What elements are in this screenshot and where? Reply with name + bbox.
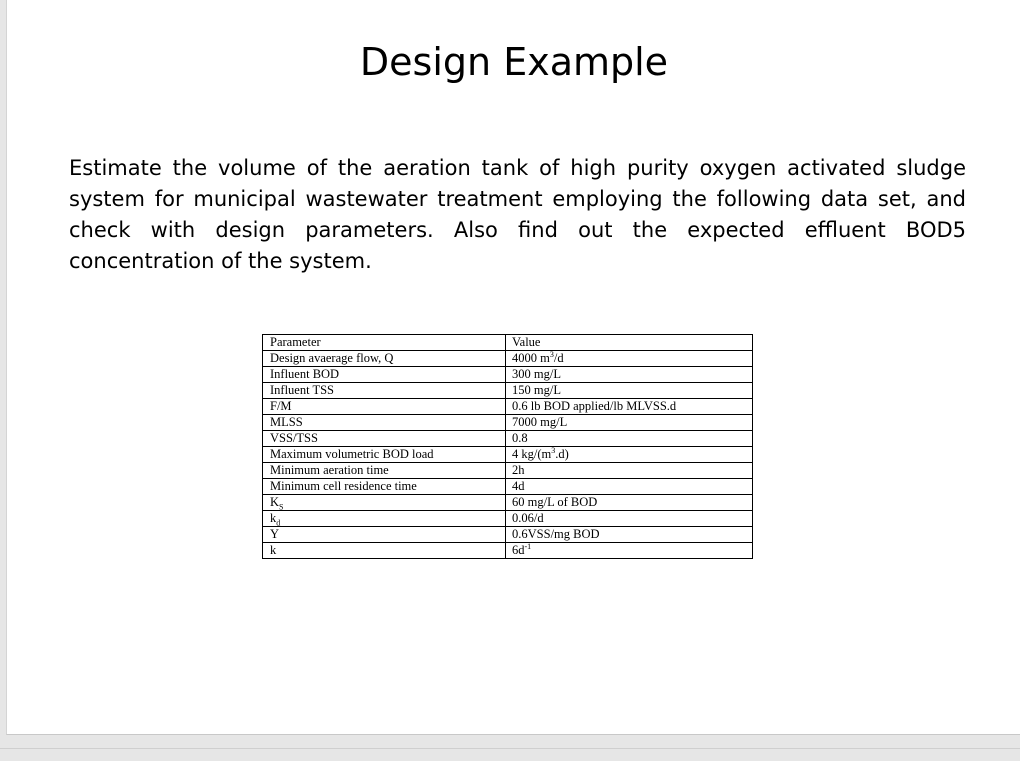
- row-value: 2h: [506, 463, 753, 479]
- table-header-row: [263, 335, 753, 351]
- header-value: Value: [506, 335, 753, 351]
- row-value: [506, 351, 753, 367]
- table-row: [263, 479, 753, 495]
- table-row: [263, 495, 753, 511]
- value-text: 4 kg/(m: [512, 447, 552, 461]
- row-parameter: [263, 495, 506, 511]
- table-row: [263, 399, 753, 415]
- parameter-symbol: k: [270, 511, 277, 525]
- table-row: [263, 431, 753, 447]
- row-parameter: VSS/TSS: [263, 431, 506, 447]
- row-value: 0.6VSS/mg BOD: [506, 527, 753, 543]
- row-value: 300 mg/L: [506, 367, 753, 383]
- row-parameter: Influent BOD: [263, 367, 506, 383]
- value-superscript: 3: [551, 445, 556, 455]
- slide-page: [6, 0, 1020, 735]
- parameter-subscript: d: [276, 518, 281, 528]
- value-suffix: .d): [555, 447, 569, 461]
- table-row: [263, 511, 753, 527]
- row-parameter: F/M: [263, 399, 506, 415]
- value-suffix: /d: [553, 351, 564, 365]
- table-row: [263, 447, 753, 463]
- viewer-divider: [0, 748, 1020, 749]
- table-row: [263, 463, 753, 479]
- value-text: 6d: [512, 543, 525, 557]
- row-value: 0.06/d: [506, 511, 753, 527]
- table-row: [263, 415, 753, 431]
- row-value: 150 mg/L: [506, 383, 753, 399]
- row-parameter: Minimum aeration time: [263, 463, 506, 479]
- row-parameter: k: [263, 543, 506, 559]
- row-value: 7000 mg/L: [506, 415, 753, 431]
- row-parameter: Design avaerage flow, Q: [263, 351, 506, 367]
- row-parameter: Minimum cell residence time: [263, 479, 506, 495]
- row-parameter: Y: [263, 527, 506, 543]
- slide-title: Design Example: [359, 40, 669, 84]
- value-text: 4000 m: [512, 351, 550, 365]
- value-superscript: -1: [524, 541, 532, 551]
- row-value: [506, 447, 753, 463]
- row-value: 4d: [506, 479, 753, 495]
- row-parameter: Influent TSS: [263, 383, 506, 399]
- parameter-symbol: K: [270, 495, 280, 509]
- design-parameters-table: [262, 334, 753, 559]
- table-row: [263, 351, 753, 367]
- row-value: 0.6 lb BOD applied/lb MLVSS.d: [506, 399, 753, 415]
- table-row: [263, 367, 753, 383]
- table-row: [263, 383, 753, 399]
- row-value: [506, 543, 753, 559]
- row-value: 0.8: [506, 431, 753, 447]
- row-parameter: Maximum volumetric BOD load: [263, 447, 506, 463]
- row-parameter: [263, 511, 506, 527]
- header-parameter: Parameter: [263, 335, 506, 351]
- row-value: 60 mg/L of BOD: [506, 495, 753, 511]
- table-row: [263, 543, 753, 559]
- value-superscript: 3: [549, 349, 554, 359]
- parameter-subscript: S: [279, 502, 284, 512]
- row-parameter: MLSS: [263, 415, 506, 431]
- problem-statement: Estimate the volume of the aeration tank of high purity oxygen activated sludge system for municipal wastewater treatment employing the following data set, and check with design parameters. Also find out the expected effluent BOD5 concentration of the system.: [69, 156, 966, 273]
- table-row: [263, 527, 753, 543]
